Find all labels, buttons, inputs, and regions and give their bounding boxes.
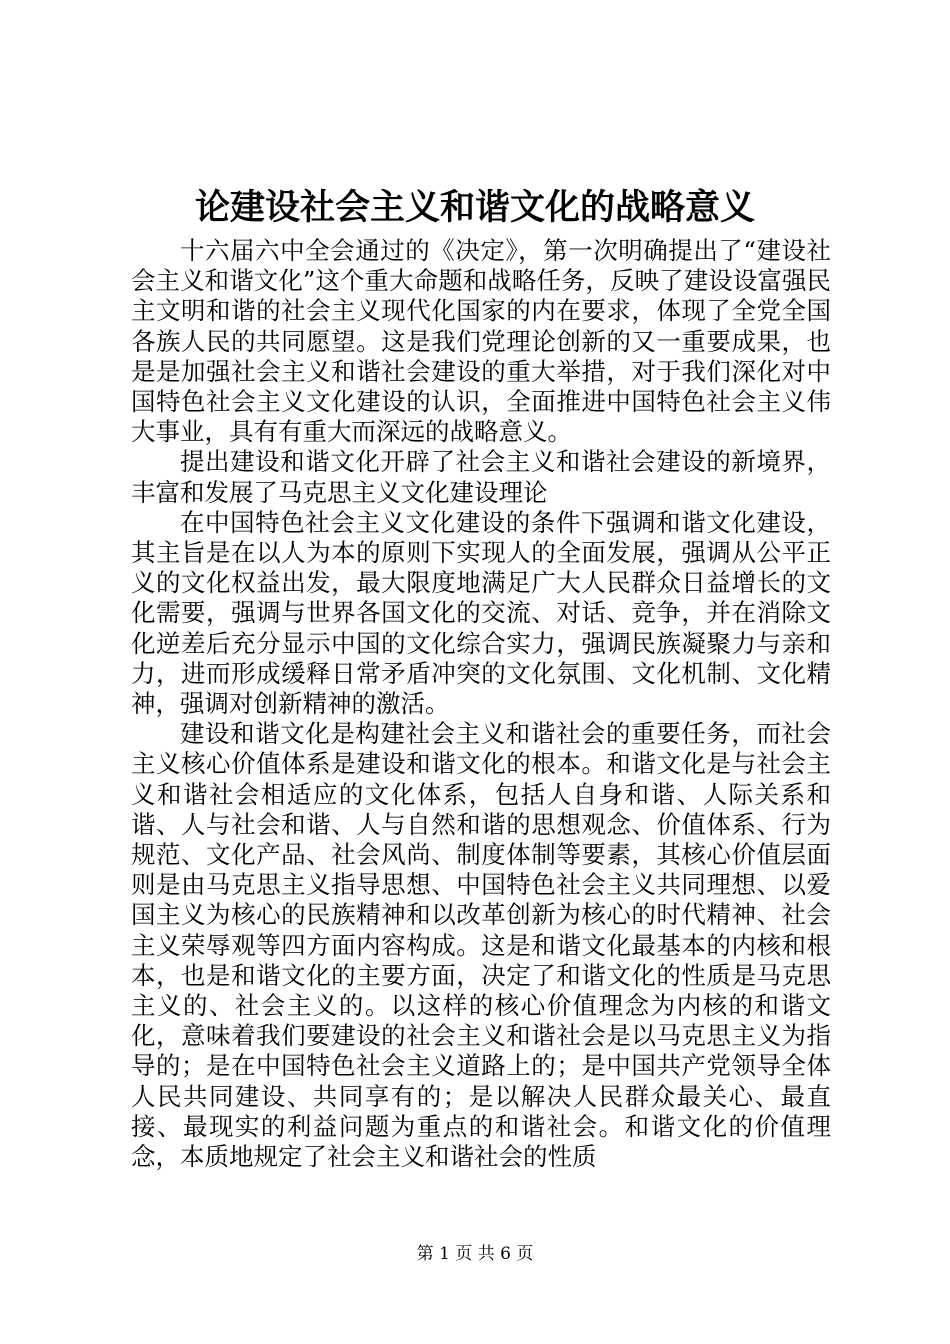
- paragraph-1: 十六届六中全会通过的《决定》，第一次明确提出了“建设社会主义和谐文化”这个重大命题和战略任务，反映了建设设富强民主文明和谐的社会主义现代化国家的内在要求，体现了全党全国各族人民的共同愿望。这是我们党理论创新的又一重要成果，也是是加强社会主义和谐社会建设的重大举措，对于我们深化对中国特色社会主义文化建设的认识，全面推进中国特色社会主义伟大事业，具有有重大而深远的战略意义。: [131, 236, 831, 447]
- paragraph-4: 建设和谐文化是构建社会主义和谐社会的重要任务，而社会主义核心价值体系是建设和谐文化的根本。和谐文化是与社会主义和谐社会相适应的文化体系，包括人自身和谐、人际关系和谐、人与社会和谐、人与自然和谐的思想观念、价值体系、行为规范、文化产品、社会风尚、制度体制等要素，其核心价值层面则是由马克思主义指导思想、中国特色社会主义共同理想、以爱国主义为核心的民族精神和以改革创新为核心的时代精神、社会主义荣辱观等四方面内容构成。这是和谐文化最基本的内核和根本，也是和谐文化的主要方面，决定了和谐文化的性质是马克思主义的、社会主义的。以这样的核心价值理念为内核的和谐文化，意味着我们要建设的社会主义和谐社会是以马克思主义为指导的；是在中国特色社会主义道路上的；是中国共产党领导全体人民共同建设、共同享有的；是以解决人民群众最关心、最直接、最现实的利益问题为重点的和谐社会。和谐文化的价值理念，本质地规定了社会主义和谐社会的性质: [131, 719, 831, 1172]
- page-number-footer: 第 1 页 共 6 页: [416, 1244, 534, 1264]
- document-body: [131, 236, 831, 1172]
- page-title: 论建设社会主义和谐文化的战略意义: [194, 188, 755, 228]
- paragraph-2: 提出建设和谐文化开辟了社会主义和谐社会建设的新境界，丰富和发展了马克思主义文化建设理论: [131, 447, 831, 507]
- paragraph-3: 在中国特色社会主义文化建设的条件下强调和谐文化建设，其主旨是在以人为本的原则下实现人的全面发展，强调从公平正义的文化权益出发，最大限度地满足广大人民群众日益增长的文化需要，强调与世界各国文化的交流、对话、竞争，并在消除文化逆差后充分显示中国的文化综合实力，强调民族凝聚力与亲和力，进而形成缓释日常矛盾冲突的文化氛围、文化机制、文化精神，强调对创新精神的激活。: [131, 507, 831, 719]
